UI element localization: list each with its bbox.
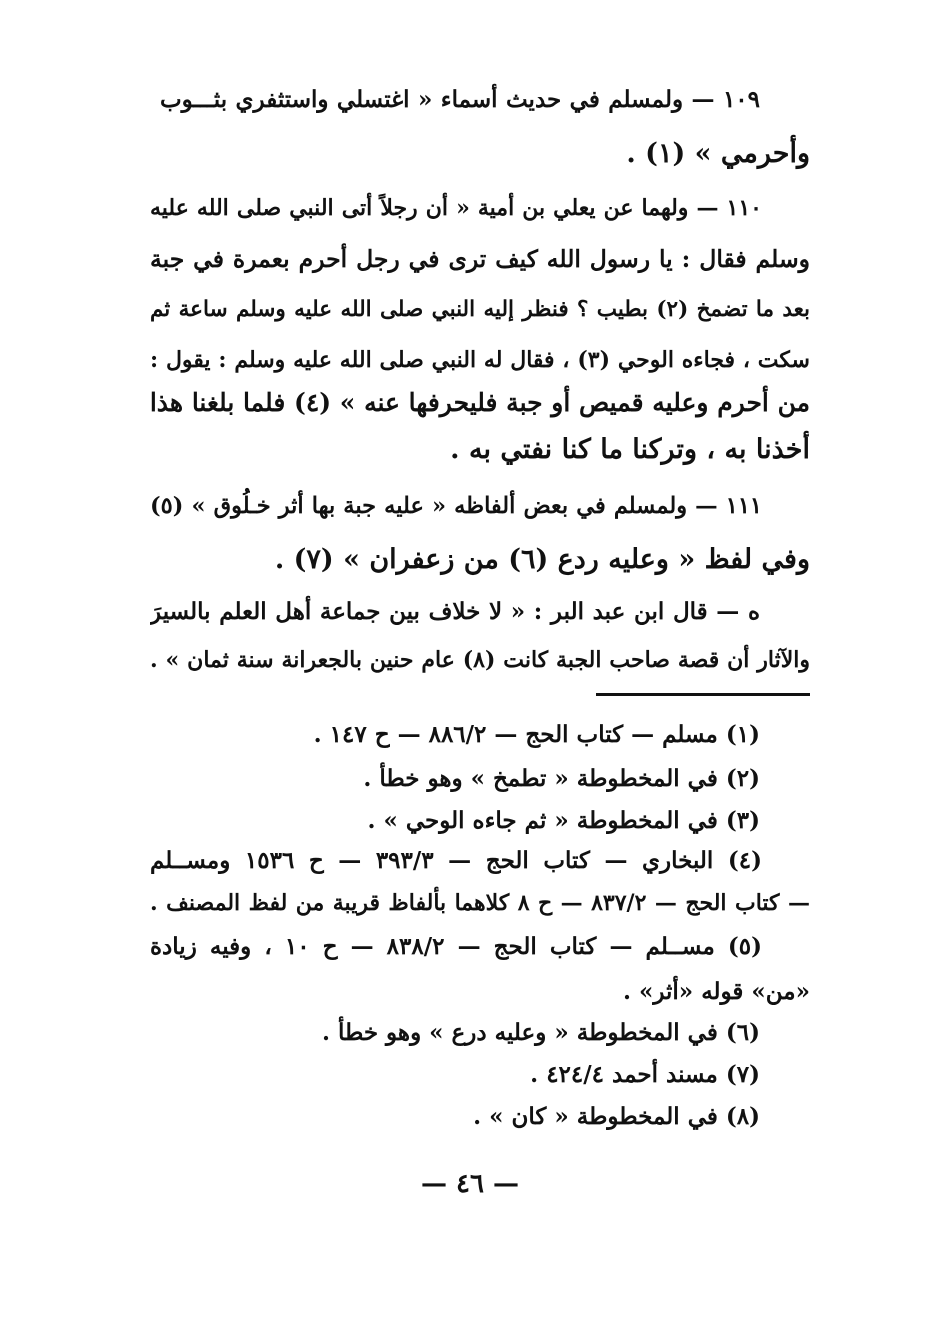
footnote-4-line-1: (٤) البخاري — كتاب الحج — ٣٩٣/٣ — ح ١٥٣٦ ومســلم [150,847,762,874]
footnote-separator [596,693,810,696]
footnote-7: (٧) مسند أحمد ٤٢٤/٤ . [530,1061,760,1088]
paragraph-111-line-1: ١١١ — ولمسلم في بعض ألفاظه « عليه جبة بها أثر خـلُوق » (٥) [150,493,762,519]
paragraph-111-line-2: وفي لفظ « وعليه ردع (٦) من زعفران » (٧) . [274,544,810,575]
paragraph-110-line-5: من أحرم وعليه قميص أو جبة فليحرفها عنه » (٤) فلما بلغنا هذا [150,388,810,417]
paragraph-109-line-2: وأحرمي » (١) . [626,138,810,169]
footnote-6: (٦) في المخطوطة « وعليه درع » وهو خطأ . [321,1019,760,1046]
paragraph-110-line-2: وسلم فقال : يا رسول الله كيف ترى في رجل أحرم بعمرة في جبة [150,245,810,273]
footnote-1: (١) مسلم — كتاب الحج — ٨٨٦/٢ — ح ١٤٧ . [313,721,760,748]
footnote-5-line-2: «من» قوله «أثر» . [622,978,810,1005]
paragraph-109-line-1: ١٠٩ — ولمسلم في حديث أسماء « اغتسلي واستثفري بثـــوب [160,86,760,113]
paragraph-110-line-3: بعد ما تضمخ (٢) بطيب ؟ فنظر إليه النبي صلى الله عليه وسلم ساعة ثم [150,297,810,322]
footnote-4-line-2: — كتاب الحج — ٨٣٧/٢ — ح ٨ كلاهما بألفاظ قريبة من لفظ المصنف . [150,890,810,916]
footnote-8: (٨) في المخطوطة « كان » . [473,1103,760,1130]
footnote-3: (٣) في المخطوطة « ثم جاءه الوحي » . [367,807,760,834]
quote-line-1: ه — قال ابن عبد البر : « لا خلاف بين جماعة أهل العلم بالسيرَ [150,598,760,625]
page-number: — ٤٦ — [420,1169,520,1199]
paragraph-110-line-4: سكت ، فجاءه الوحي (٣) ، فقال له النبي صلى الله عليه وسلم : يقول : [150,347,810,373]
paragraph-110-line-6: أخذنا به ، وتركنا ما كنا نفتي به . [450,434,810,465]
quote-line-2: والآثار أن قصة صاحب الجبة كانت (٨) عام حنين بالجعرانة سنة ثمان » . [150,647,810,673]
footnote-5-line-1: (٥) مســلم — كتاب الحج — ٨٣٨/٢ — ح ١٠ ، وفيه زيادة [150,933,762,960]
paragraph-110-line-1: ١١٠ — ولهما عن يعلي بن أمية « أن رجلاً أتى النبي صلى الله عليه [150,195,762,221]
footnote-2: (٢) في المخطوطة « تطمخ » وهو خطأ . [363,765,760,792]
